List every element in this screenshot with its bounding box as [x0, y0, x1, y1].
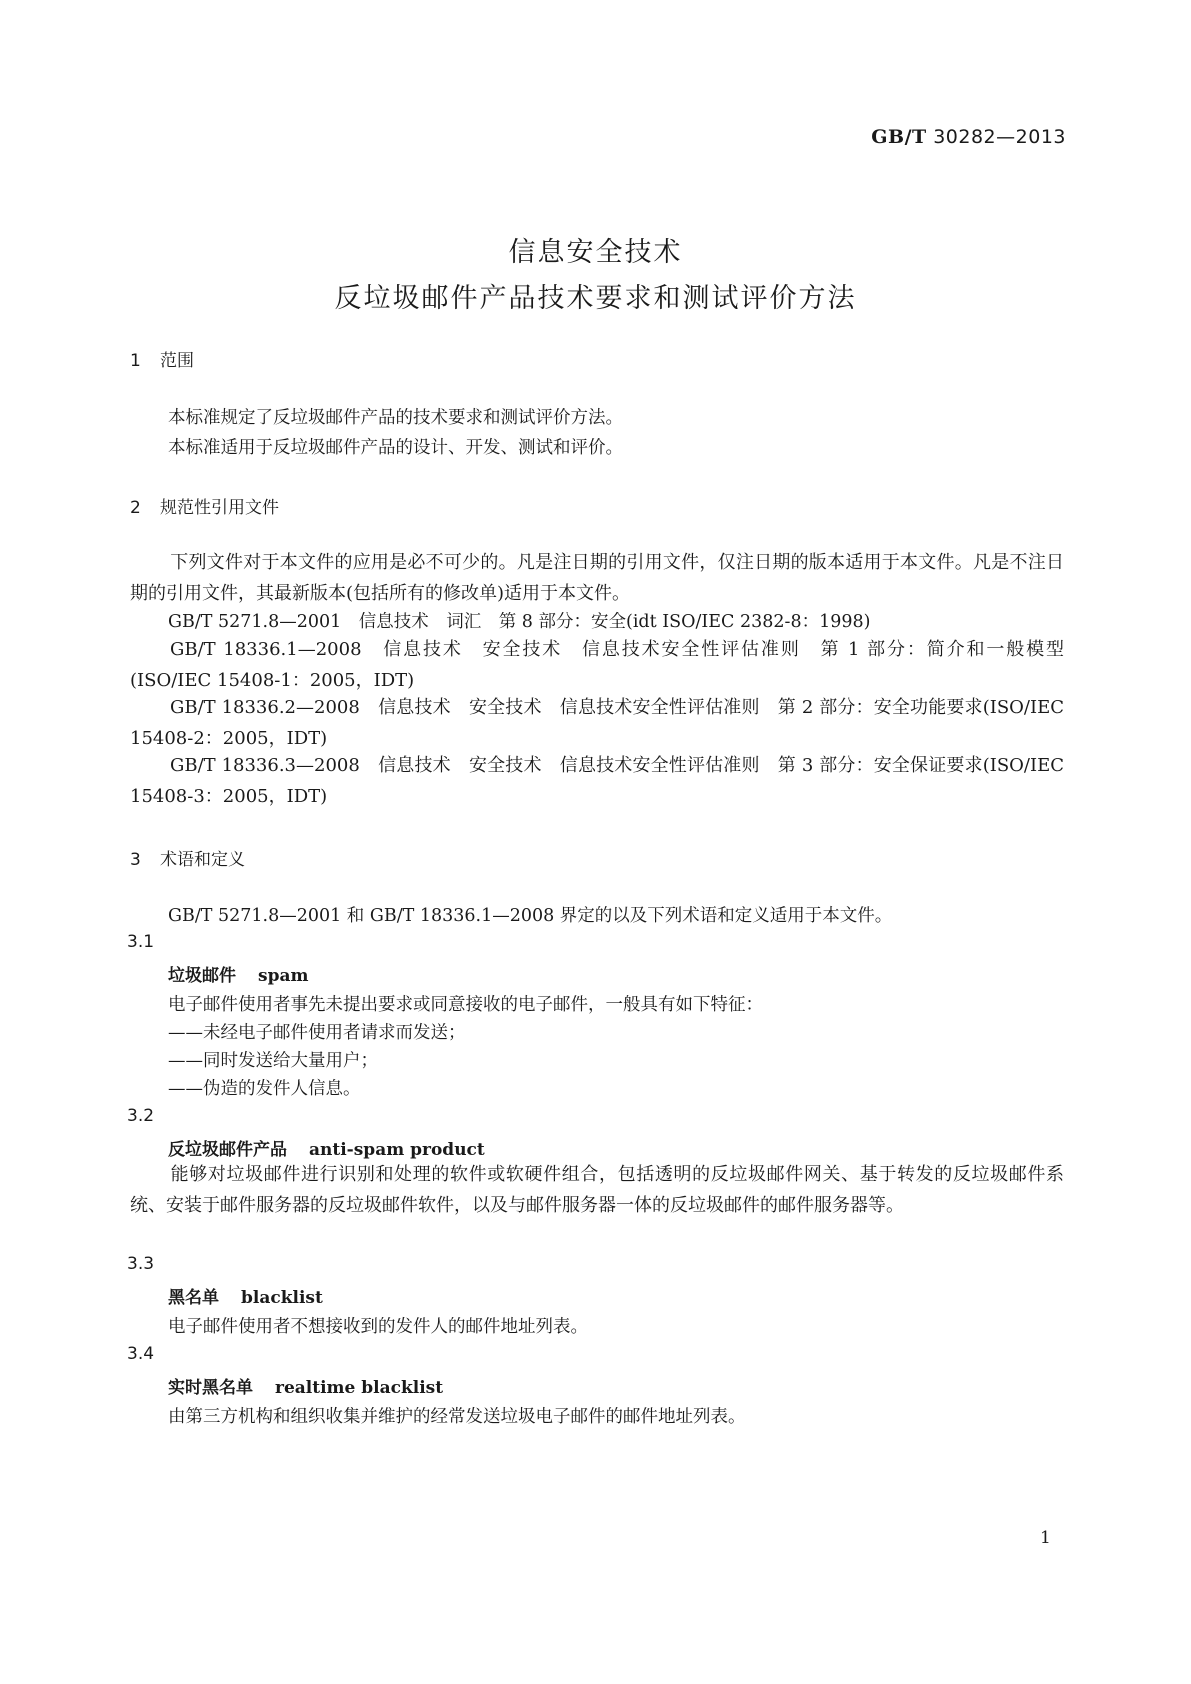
- term-3-3-heading: [168, 1283, 323, 1308]
- term-zh: 实时黑名单: [168, 1378, 253, 1398]
- term-zh: 反垃圾邮件产品: [168, 1140, 287, 1160]
- term-3-1-heading: [168, 961, 308, 986]
- standard-code: [871, 126, 1066, 148]
- normative-intro-text: 下列文件对于本文件的应用是必不可少的。凡是注日期的引用文件，仅注日期的版本适用于本文件。凡是不注日期的引用文件，其最新版本(包括所有的修改单)适用于本文件。: [130, 552, 1064, 604]
- section-number: 1: [130, 351, 141, 371]
- term-3-1-definition: 电子邮件使用者事先未提出要求或同意接收的电子邮件，一般具有如下特征：: [168, 995, 763, 1015]
- section-3-heading: [130, 845, 245, 870]
- term-3-3-definition: 电子邮件使用者不想接收到的发件人的邮件地址列表。: [168, 1317, 588, 1337]
- list-item: ——未经电子邮件使用者请求而发送；: [168, 1023, 466, 1043]
- reference-4: [130, 750, 1064, 812]
- section-1-heading: [130, 346, 194, 371]
- term-3-4-definition: 由第三方机构和组织收集并维护的经常发送垃圾电子邮件的邮件地址列表。: [168, 1407, 746, 1427]
- term-3-2-definition-text: 能够对垃圾邮件进行识别和处理的软件或软硬件组合，包括透明的反垃圾邮件网关、基于转发的反垃圾邮件系统、安装于邮件服务器的反垃圾邮件软件，以及与邮件服务器一体的反垃圾邮件的邮件服务器等。: [130, 1164, 1064, 1216]
- term-en: spam: [258, 966, 309, 986]
- title-line-2: 反垃圾邮件产品技术要求和测试评价方法: [334, 283, 857, 314]
- page-number: 1: [1040, 1528, 1051, 1548]
- term-en: anti-spam product: [309, 1140, 485, 1160]
- section-number: 2: [130, 498, 141, 518]
- terms-intro: GB/T 5271.8—2001 和 GB/T 18336.1—2008 界定的以及下列术语和定义适用于本文件。: [168, 906, 893, 926]
- section-title: 术语和定义: [160, 850, 245, 870]
- term-zh: 黑名单: [168, 1288, 219, 1308]
- standard-prefix: GB/T: [871, 126, 927, 148]
- standard-number: 30282—2013: [933, 126, 1066, 148]
- normative-intro: [130, 547, 1064, 609]
- term-3-4-number: 3.4: [127, 1344, 155, 1364]
- term-3-2-definition: [130, 1159, 1064, 1221]
- section-2-heading: [130, 493, 279, 518]
- section-title: 范围: [160, 351, 194, 371]
- reference-2: [130, 634, 1064, 696]
- section-title: 规范性引用文件: [160, 498, 279, 518]
- term-en: blacklist: [241, 1288, 323, 1308]
- scope-paragraph-1: 本标准规定了反垃圾邮件产品的技术要求和测试评价方法。: [168, 408, 623, 428]
- list-item: ——伪造的发件人信息。: [168, 1079, 361, 1099]
- reference-4-text: GB/T 18336.3—2008 信息技术 安全技术 信息技术安全性评估准则 第 3 部分：安全保证要求(ISO/IEC 15408-3：2005，IDT): [130, 755, 1064, 807]
- term-3-1-number: 3.1: [127, 932, 155, 952]
- term-en: realtime blacklist: [275, 1378, 444, 1398]
- title-line-1: 信息安全技术: [508, 237, 683, 268]
- term-3-4-heading: [168, 1373, 443, 1398]
- reference-3-text: GB/T 18336.2—2008 信息技术 安全技术 信息技术安全性评估准则 第 2 部分：安全功能要求(ISO/IEC 15408-2：2005，IDT): [130, 697, 1064, 749]
- term-3-3-number: 3.3: [127, 1254, 155, 1274]
- reference-3: [130, 692, 1064, 754]
- reference-1: GB/T 5271.8—2001 信息技术 词汇 第 8 部分：安全(idt ISO/IEC 2382-8：1998): [168, 612, 871, 632]
- term-3-2-heading: [168, 1135, 485, 1160]
- reference-2-text: GB/T 18336.1—2008 信息技术 安全技术 信息技术安全性评估准则 第 1 部分：简介和一般模型(ISO/IEC 15408-1：2005，IDT): [130, 639, 1064, 691]
- scope-paragraph-2: 本标准适用于反垃圾邮件产品的设计、开发、测试和评价。: [168, 438, 623, 458]
- section-number: 3: [130, 850, 141, 870]
- list-item: ——同时发送给大量用户；: [168, 1051, 378, 1071]
- term-3-2-number: 3.2: [127, 1106, 155, 1126]
- term-zh: 垃圾邮件: [168, 966, 236, 986]
